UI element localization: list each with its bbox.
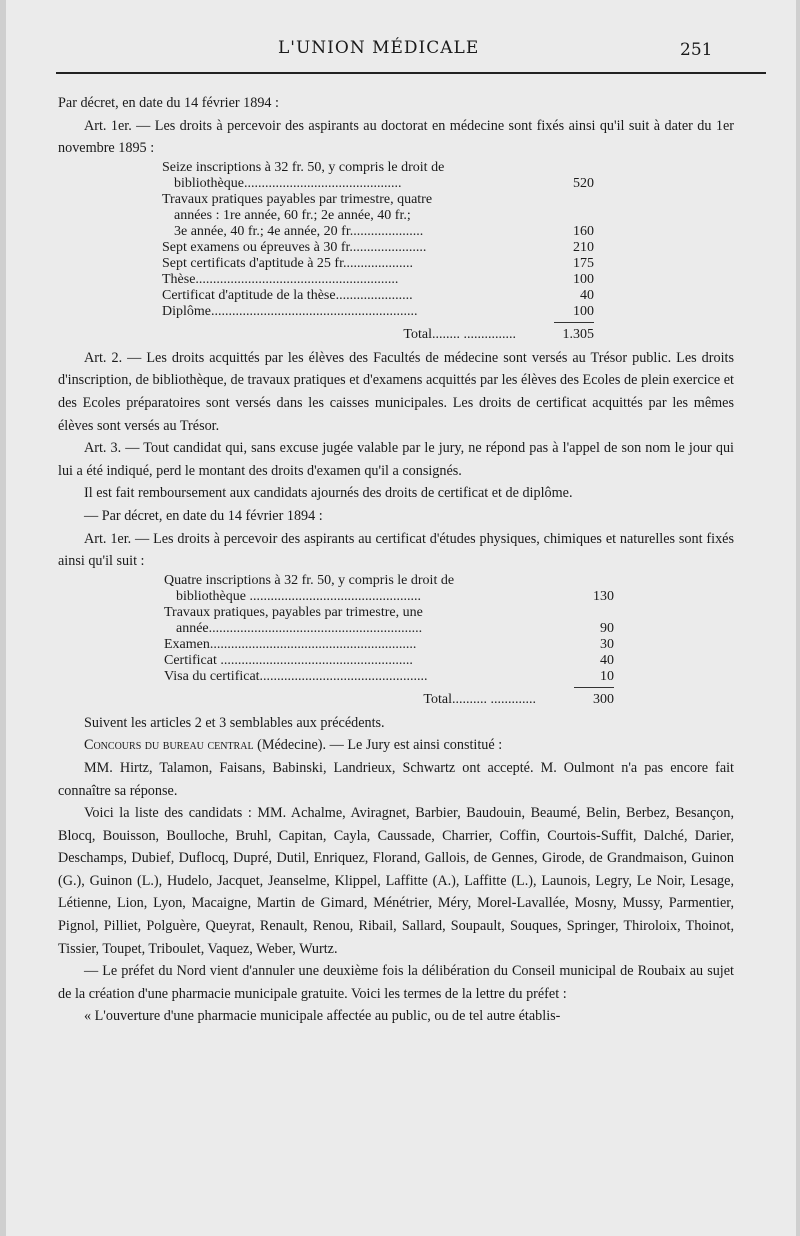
page-number: 251 <box>680 40 713 60</box>
header-rule <box>56 72 766 74</box>
decree-date-1: Par décret, en date du 14 février 1894 : <box>58 95 280 111</box>
article-3: Art. 3. — Tout candidat qui, sans excuse jugée valable par le jury, ne répond pas à l'appel de son nom le jour qui lui a été indiqué, perd le montant des droits d'examen qu'il a consignés. <box>58 440 734 479</box>
table-row: bibliothèque ................................................. 130 <box>176 588 614 604</box>
table-row: 3e année, 40 fr.; 4e année, 20 fr..................... 160 <box>174 223 594 239</box>
table-row: Quatre inscriptions à 32 fr. 50, y compris le droit de <box>164 572 455 588</box>
table-row: Sept examens ou épreuves à 30 fr...................... 210 <box>162 239 594 255</box>
jury-paragraph: MM. Hirtz, Talamon, Faisans, Babinski, Landrieux, Schwartz ont accepté. M. Oulmont n'a pas encore fait connaître sa réponse. <box>58 759 734 799</box>
table-row: Visa du certificat................................................ 10 <box>164 668 614 684</box>
table-total: Total.......... ............. 300 <box>423 691 614 707</box>
table-row: Sept certificats d'aptitude à 25 fr.................... 175 <box>162 255 594 271</box>
table-row: Diplôme........................................................... 100 <box>162 303 594 319</box>
page-header <box>6 38 796 78</box>
fee-table-doctorat <box>162 160 594 347</box>
body-text <box>58 92 734 1028</box>
candidates-list: Voici la liste des candidats : MM. Achalme, Aviragnet, Barbier, Baudouin, Beaumé, Belin, Berbez, Besançon, Blocq, Bouisson, Boulloche, Bruhl, Capitan, Cayla, Caussade, Charrier, Coffin, Courtois-Suffit, Dalché, Darier, Deschamps, Dubief, Duflocq, Dupré, Dutil, Enriquez, Florand, Gallois, de Gennes, Girode, de Grandmaison, Guinon (G.), Guinon (L.), Hudelo, Jacquet, Jeanselme, Klippel, Laffitte (A.), Laffitte (L.), Launois, Legry, Le Noir, Lesage, Létienne, Lion, Lyon, Macaigne, Martin de Gimard, Ménétrier, Méry, Morel-Lavallée, Mosny, Mussy, Parmentier, Pignol, Pilliet, Polguère, Queyrat, Renault, Renou, Ribail, Sallard, Soupault, Souques, Springer, Thiroloix, Thoinot, Tissier, Toupet, Triboulet, Vaquez, Weber, Wurtz. <box>58 805 734 957</box>
table-row: Certificat ....................................................... 40 <box>164 652 614 668</box>
table-row: années : 1re année, 60 fr.; 2e année, 40 fr.; <box>174 207 411 223</box>
article-1-certificat: Art. 1er. — Les droits à percevoir des aspirants au certificat d'études physiques, chimiques et naturelles sont fixés ainsi qu'il suit : <box>58 530 734 570</box>
fee-table-certificat <box>164 573 614 712</box>
table-row: Travaux pratiques, payables par trimestre, une <box>164 604 423 620</box>
prefet-paragraph: — Le préfet du Nord vient d'annuler une deuxième fois la délibération du Conseil municipal de Roubaix au sujet de la création d'une pharmacie municipale gratuite. Voici les termes de la lettre du préfet : <box>58 963 734 1002</box>
page <box>6 0 796 1236</box>
table-row: Seize inscriptions à 32 fr. 50, y compris le droit de <box>162 159 445 175</box>
decree-date-2: — Par décret, en date du 14 février 1894 : <box>84 507 323 524</box>
running-title: L'UNION MÉDICALE <box>278 38 480 58</box>
table-row: Certificat d'aptitude de la thèse...................... 40 <box>162 287 594 303</box>
table-row: année............................................................. 90 <box>176 620 614 636</box>
table-total: Total........ ............... 1.305 <box>403 326 594 342</box>
table-row: bibliothèque............................................. 520 <box>174 175 594 191</box>
table-row: Thèse.......................................................... 100 <box>162 271 594 287</box>
article-1-doctorat: Art. 1er. — Les droits à percevoir des aspirants au doctorat en médecine sont fixés ainsi qu'il suit à dater du 1er novembre 1895 : <box>58 117 734 157</box>
table-row: Travaux pratiques payables par trimestre, quatre <box>162 191 433 207</box>
article-2: Art. 2. — Les droits acquittés par les élèves des Facultés de médecine sont versés au Trésor public. Les droits d'inscription, de bibliothèque, de travaux pratiques et d'examens acquittés par les élèves des Ecoles de plein exercice et des Ecoles préparatoires sont versés dans les caisses municipales. Les droits de certificat acquittés par les mêmes élèves sont versés au Trésor. <box>58 349 734 434</box>
quote-paragraph: « L'ouverture d'une pharmacie municipale affectée au public, ou de tel autre établis- <box>84 1008 561 1025</box>
concours-paragraph: Concours du bureau central (Médecine). — Le Jury est ainsi constitué : <box>84 737 503 754</box>
table-row: Examen........................................................... 30 <box>164 636 614 652</box>
section-heading: Concours du bureau central <box>84 737 254 754</box>
refund-paragraph: Il est fait remboursement aux candidats ajournés des droits de certificat et de diplôme. <box>84 485 573 502</box>
following-articles: Suivent les articles 2 et 3 semblables aux précédents. <box>84 714 385 731</box>
